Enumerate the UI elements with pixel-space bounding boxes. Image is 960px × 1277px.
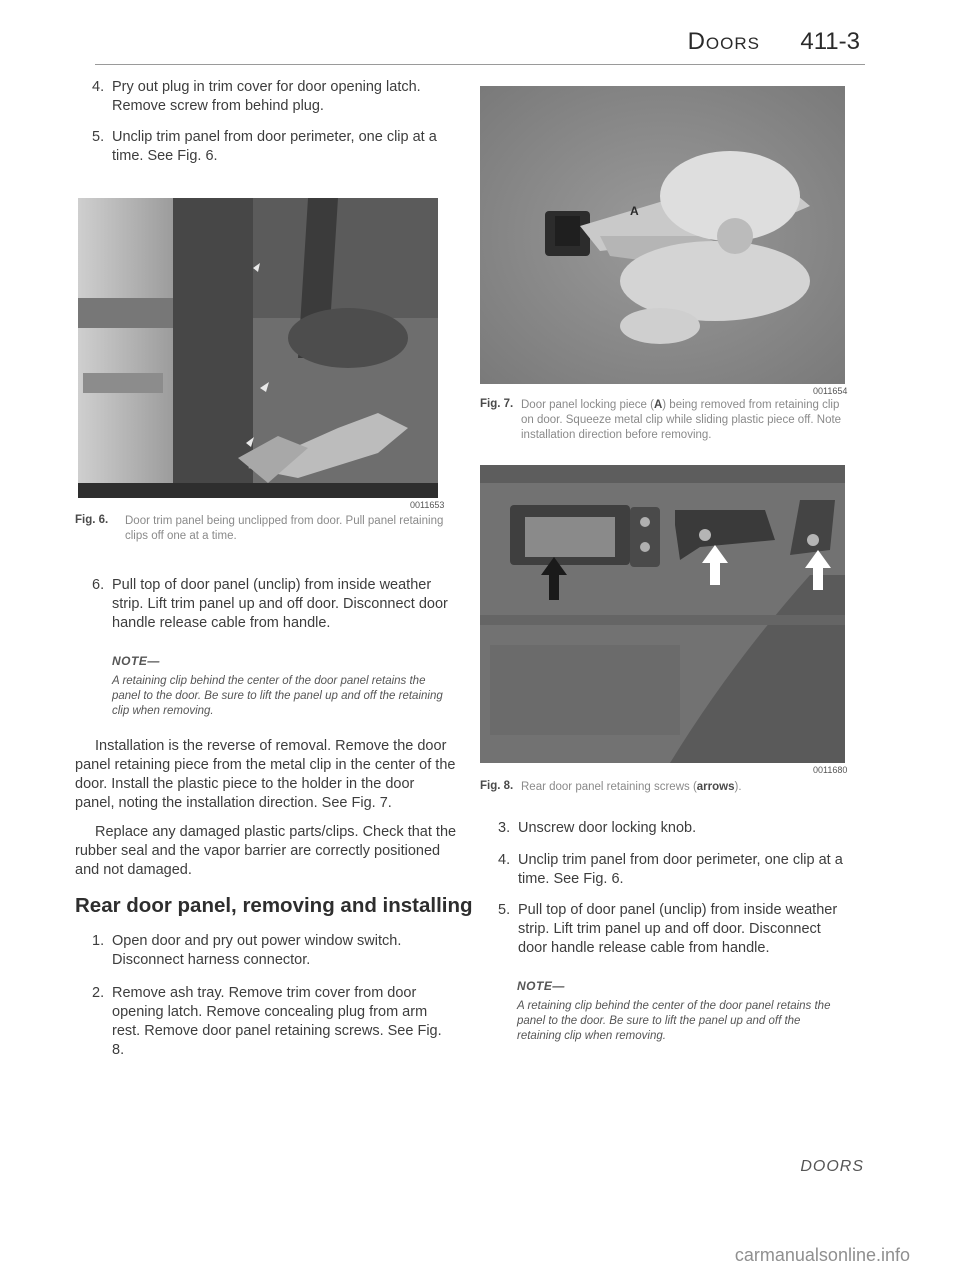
caption-pre: Rear door panel retaining screws ( [521, 781, 697, 793]
section-heading: Rear door panel, removing and installing [75, 894, 473, 917]
rear-step-5 [498, 901, 853, 958]
fig-label: Fig. 7. [480, 398, 514, 410]
header-rule [95, 64, 865, 65]
note-right [517, 979, 847, 1044]
caption-bold: A [653, 399, 663, 411]
step-6 [92, 576, 457, 633]
paragraph-installation: Installation is the reverse of removal. Remove the door panel retaining piece from the metal clip in the center of the door. Install the plastic piece to the holder in the door panel, noting the installation direction. See Fig. 7. [75, 738, 456, 811]
fig7-photo [480, 86, 845, 384]
callout-a: A [630, 204, 639, 218]
note-heading: NOTE— [517, 979, 565, 993]
note-text: A retaining clip behind the center of the door panel retains the panel to the door. Be sure to lift the panel up and off the retaining clip when removing. [517, 1000, 831, 1042]
step-text: Remove ash tray. Remove trim cover from door opening latch. Remove concealing plug from arm rest. Remove door panel retaining screws. See Fig. 8. [112, 985, 442, 1058]
caption-post: ). [734, 781, 742, 793]
watermark: carmanualsonline.info [734, 1245, 910, 1265]
caption-text: Door trim panel being unclipped from door. Pull panel retaining clips off one at a time. [125, 515, 444, 542]
fig6-code: 0011653 [410, 500, 445, 510]
paragraph-replace: Replace any damaged plastic parts/clips. Check that the rubber seal and the vapor barrier are correctly positioned and not damaged. [75, 824, 457, 878]
fig8-code: 0011680 [813, 765, 848, 775]
step-number: 2. [92, 985, 105, 1001]
fig7-code: 0011654 [813, 386, 848, 396]
caption-post: ) being removed from retaining clip on door. Squeeze metal clip while sliding plastic piece off. Note installation direction before removing. [521, 399, 842, 441]
step-number: 5. [498, 902, 511, 918]
step-number: 6. [92, 577, 105, 593]
section-title: Doors [687, 28, 760, 55]
step-text: Pull top of door panel (unclip) from inside weather strip. Lift trim panel up and off door. Disconnect door handle release cable from handle. [518, 902, 838, 956]
footer-section: DOORS [800, 1158, 864, 1175]
rear-step-2 [92, 984, 457, 1060]
step-text: Pry out plug in trim cover for door opening latch. Remove screw from behind plug. [112, 79, 421, 114]
note-left [112, 654, 452, 719]
caption-bold: arrows [696, 781, 735, 793]
step-text: Unscrew door locking knob. [518, 820, 697, 836]
step-4 [92, 78, 452, 116]
fig-label: Fig. 6. [75, 514, 109, 526]
fig8-photo [480, 465, 845, 763]
step-number: 4. [498, 852, 511, 868]
rear-step-3 [498, 819, 848, 838]
step-number: 3. [498, 820, 511, 836]
note-heading: NOTE— [112, 654, 160, 668]
caption-pre: Door panel locking piece ( [521, 399, 654, 411]
fig7-caption [480, 398, 850, 443]
fig6-photo [78, 198, 438, 498]
fig6-caption [75, 514, 455, 544]
rear-step-4 [498, 851, 848, 889]
rear-step-1 [92, 932, 457, 970]
step-text: Open door and pry out power window switch. Disconnect harness connector. [112, 933, 402, 968]
note-text: A retaining clip behind the center of the door panel retains the panel to the door. Be sure to lift the panel up and off the retaining clip when removing. [112, 675, 443, 717]
fig-label: Fig. 8. [480, 780, 514, 792]
step-number: 5. [92, 129, 105, 145]
page-number: 411-3 [800, 28, 860, 55]
step-text: Unclip trim panel from door perimeter, one clip at a time. See Fig. 6. [112, 129, 437, 164]
step-text: Unclip trim panel from door perimeter, one clip at a time. See Fig. 6. [518, 852, 843, 887]
step-number: 4. [92, 79, 105, 95]
fig8-caption [480, 780, 850, 795]
step-5 [92, 128, 452, 166]
step-number: 1. [92, 933, 105, 949]
step-text: Pull top of door panel (unclip) from inside weather strip. Lift trim panel up and off door. Disconnect door handle release cable from handle. [112, 577, 448, 631]
